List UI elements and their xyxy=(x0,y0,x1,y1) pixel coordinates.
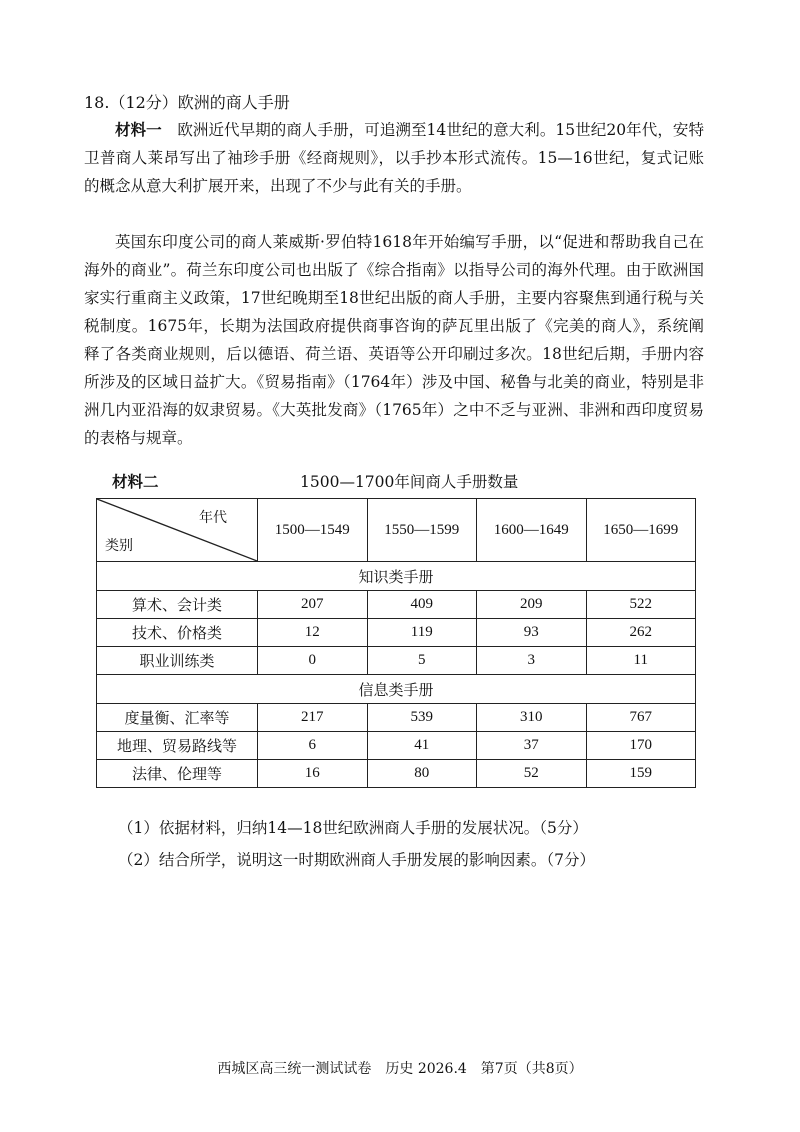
table-cell: 37 xyxy=(477,732,587,760)
row-category: 法律、伦理等 xyxy=(97,760,258,788)
table-cell: 217 xyxy=(258,704,368,732)
table-cell: 5 xyxy=(367,647,477,675)
table-cell: 41 xyxy=(367,732,477,760)
table-cell: 522 xyxy=(586,591,696,619)
handbook-count-table xyxy=(96,498,696,788)
table-row xyxy=(97,760,696,788)
row-category: 技术、价格类 xyxy=(97,619,258,647)
table-cell: 207 xyxy=(258,591,368,619)
row-category: 度量衡、汇率等 xyxy=(97,704,258,732)
table-corner-cell xyxy=(97,499,258,562)
table-header-row xyxy=(97,499,696,562)
table-cell: 0 xyxy=(258,647,368,675)
column-header: 1550—1599 xyxy=(367,499,477,562)
table-cell: 12 xyxy=(258,619,368,647)
material1-text-1: 欧洲近代早期的商人手册，可追溯至14世纪的意大利。15世纪20年代，安特卫普商人莱昂写出了袖珍手册《经商规则》，以手抄本形式流传。15—16世纪，复式记账的概念从意大利扩展开来，出现了不少与此有关的手册。 xyxy=(84,121,704,195)
table-cell: 3 xyxy=(477,647,587,675)
material1-paragraph-2: 英国东印度公司的商人莱威斯·罗伯特1618年开始编写手册，以“促进和帮助我自己在海外的商业”。荷兰东印度公司也出版了《综合指南》以指导公司的海外代理。由于欧洲国家实行重商主义政策，17世纪晚期至18世纪出版的商人手册，主要内容聚焦到通行税与关税制度。1675年，长期为法国政府提供商事咨询的萨瓦里出版了《完美的商人》，系统阐释了各类商业规则，后以德语、荷兰语、英语等公开印刷过多次。18世纪后期，手册内容所涉及的区域日益扩大。《贸易指南》（1764年）涉及中国、秘鲁与北美的商业，特别是非洲几内亚沿海的奴隶贸易。《大英批发商》（1765年）之中不乏与亚洲、非洲和西印度贸易的表格与规章。 xyxy=(84,233,704,447)
table-row xyxy=(97,619,696,647)
question-title: 18.（12分）欧洲的商人手册 xyxy=(84,93,290,112)
table-cell: 539 xyxy=(367,704,477,732)
table-cell: 409 xyxy=(367,591,477,619)
table-row xyxy=(97,704,696,732)
section-heading: 知识类手册 xyxy=(97,562,696,591)
sub-question-1: （1）依据材料，归纳14—18世纪欧洲商人手册的发展状况。（5分） xyxy=(118,819,588,837)
column-header: 1500—1549 xyxy=(258,499,368,562)
table-row xyxy=(97,732,696,760)
table-cell: 80 xyxy=(367,760,477,788)
table-cell: 262 xyxy=(586,619,696,647)
section-row xyxy=(97,675,696,704)
row-category: 地理、贸易路线等 xyxy=(97,732,258,760)
table-cell: 767 xyxy=(586,704,696,732)
section-heading: 信息类手册 xyxy=(97,675,696,704)
table-cell: 310 xyxy=(477,704,587,732)
material1-paragraph-1 xyxy=(84,116,704,200)
row-category: 算术、会计类 xyxy=(97,591,258,619)
table-title: 1500—1700年间商人手册数量 xyxy=(300,473,519,491)
table-cell: 52 xyxy=(477,760,587,788)
corner-label-year: 年代 xyxy=(199,511,227,526)
column-header: 1650—1699 xyxy=(586,499,696,562)
section-row xyxy=(97,562,696,591)
table-row xyxy=(97,591,696,619)
table-cell: 170 xyxy=(586,732,696,760)
table-row xyxy=(97,647,696,675)
table-cell: 119 xyxy=(367,619,477,647)
material2-label: 材料二 xyxy=(112,473,159,491)
column-header: 1600—1649 xyxy=(477,499,587,562)
table-cell: 6 xyxy=(258,732,368,760)
row-category: 职业训练类 xyxy=(97,647,258,675)
page-footer: 西城区高三统一测试试卷 历史 2026.4 第7页（共8页） xyxy=(217,1061,583,1077)
sub-question-2: （2）结合所学，说明这一时期欧洲商人手册发展的影响因素。（7分） xyxy=(118,851,595,869)
material1-label: 材料一 xyxy=(115,121,162,139)
table-cell: 159 xyxy=(586,760,696,788)
table-cell: 93 xyxy=(477,619,587,647)
table-cell: 11 xyxy=(586,647,696,675)
table-cell: 16 xyxy=(258,760,368,788)
corner-label-category: 类别 xyxy=(105,539,133,554)
table-cell: 209 xyxy=(477,591,587,619)
